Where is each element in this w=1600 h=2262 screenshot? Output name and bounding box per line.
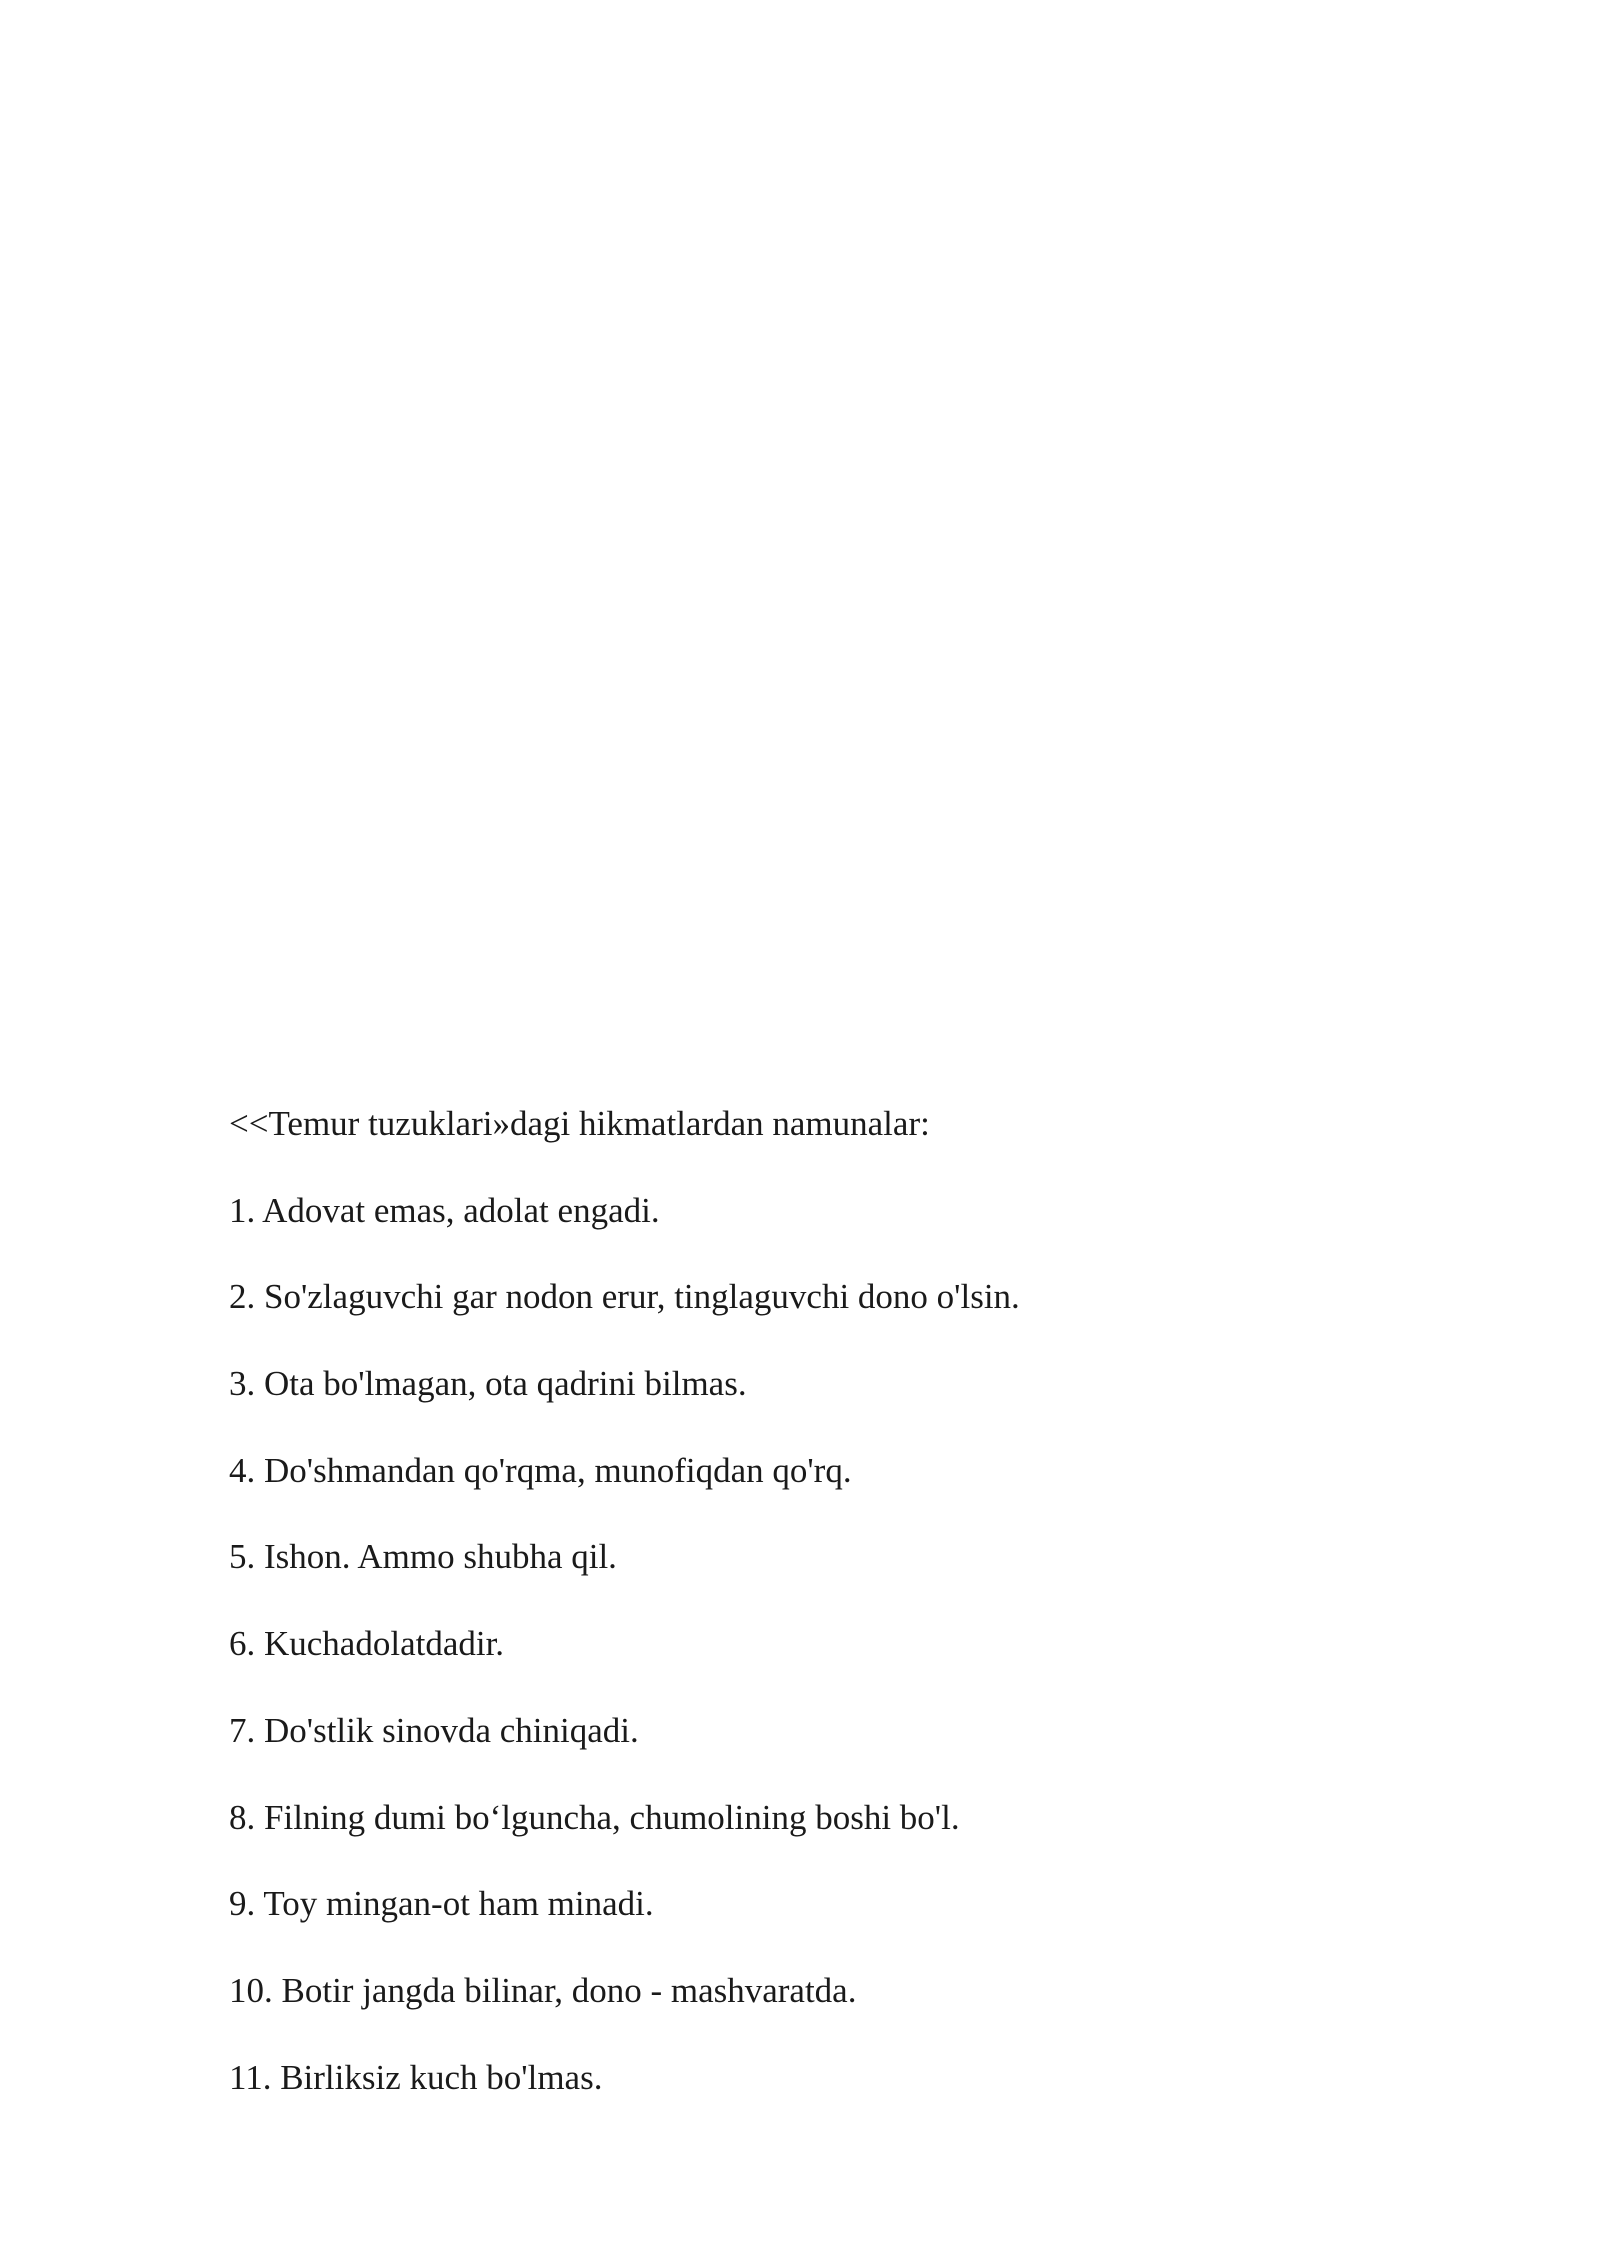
list-item: 5. Ishon. Ammo shubha qil. (229, 1537, 617, 1577)
document-body (229, 1103, 1429, 2099)
list-item: 6. Kuchadolatdadir. (229, 1624, 505, 1664)
list-item: 7. Do'stlik sinovda chiniqadi. (229, 1710, 639, 1750)
list-item: 9. Toy mingan-ot ham minadi. (229, 1884, 654, 1924)
list-item: 2. So'zlaguvchi gar nodon erur, tinglaguvchi dono o'lsin. (229, 1277, 1020, 1317)
list-item: 10. Botir jangda bilinar, dono - mashvaratda. (229, 1970, 857, 2010)
list-item: 4. Do'shmandan qo'rqma, munofiqdan qo'rq. (229, 1450, 852, 1490)
list-item: 11. Birliksiz kuch bo'lmas. (229, 2057, 603, 2097)
document-heading: <<Temur tuzuklari»dagi hikmatlardan namunalar: (229, 1104, 930, 1143)
list-item: 3. Ota bo'lmagan, ota qadrini bilmas. (229, 1364, 747, 1404)
list-item: 8. Filning dumi bo‘lguncha, chumolining boshi bo'l. (229, 1797, 960, 1837)
list-item: 1. Adovat emas, adolat engadi. (229, 1190, 660, 1230)
